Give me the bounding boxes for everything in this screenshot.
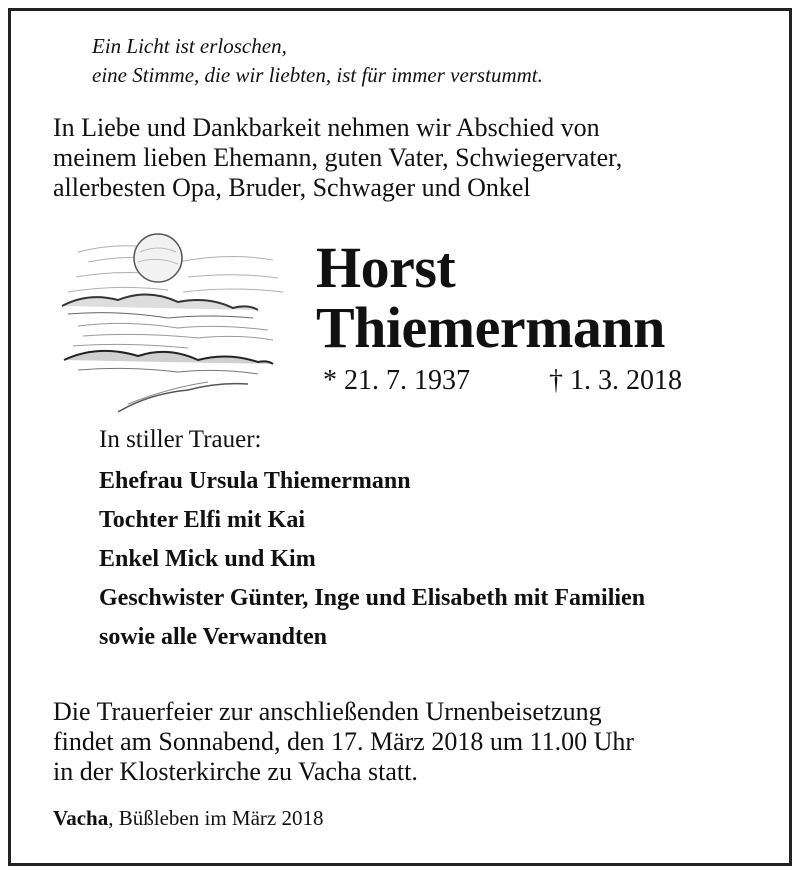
intro-line-3: allerbesten Opa, Bruder, Schwager und Onkel bbox=[53, 173, 531, 202]
mourner-line: Geschwister Günter, Inge und Elisabeth mit Familien bbox=[99, 585, 646, 611]
intro-line-1: In Liebe und Dankbarkeit nehmen wir Abschied von bbox=[53, 113, 600, 142]
mourner-line: Ehefrau Ursula Thiemermann bbox=[99, 468, 411, 494]
place-date bbox=[53, 806, 323, 831]
funeral-notice bbox=[53, 697, 634, 787]
mourners-label: In stiller Trauer: bbox=[99, 426, 262, 453]
last-name: Thiemermann bbox=[316, 295, 665, 360]
motto-line-2: eine Stimme, die wir liebten, ist für immer verstummt. bbox=[92, 63, 543, 87]
motto-line-1: Ein Licht ist erloschen, bbox=[92, 34, 287, 58]
mourners-list bbox=[99, 462, 645, 657]
intro-text bbox=[53, 113, 622, 203]
mourner-line: sowie alle Verwandten bbox=[99, 624, 327, 650]
sun-over-sea-sketch-icon bbox=[58, 222, 290, 422]
mourner-line: Enkel Mick und Kim bbox=[99, 546, 316, 572]
funeral-line-2: findet am Sonnabend, den 17. März 2018 um 11.00 Uhr bbox=[53, 727, 635, 756]
birth-date: * 21. 7. 1937 bbox=[323, 365, 470, 396]
funeral-line-3: in der Klosterkirche zu Vacha statt. bbox=[53, 757, 418, 786]
place-rest: , Büßleben im März 2018 bbox=[108, 806, 324, 830]
deceased-name bbox=[316, 235, 665, 360]
motto bbox=[92, 32, 543, 90]
place-town: Vacha bbox=[53, 806, 109, 830]
intro-line-2: meinem lieben Ehemann, guten Vater, Schwiegervater, bbox=[53, 143, 623, 172]
mourner-line: Tochter Elfi mit Kai bbox=[99, 507, 305, 533]
first-name: Horst bbox=[316, 235, 456, 300]
death-date: † 1. 3. 2018 bbox=[549, 365, 682, 396]
funeral-line-1: Die Trauerfeier zur anschließenden Urnenbeisetzung bbox=[53, 697, 602, 726]
